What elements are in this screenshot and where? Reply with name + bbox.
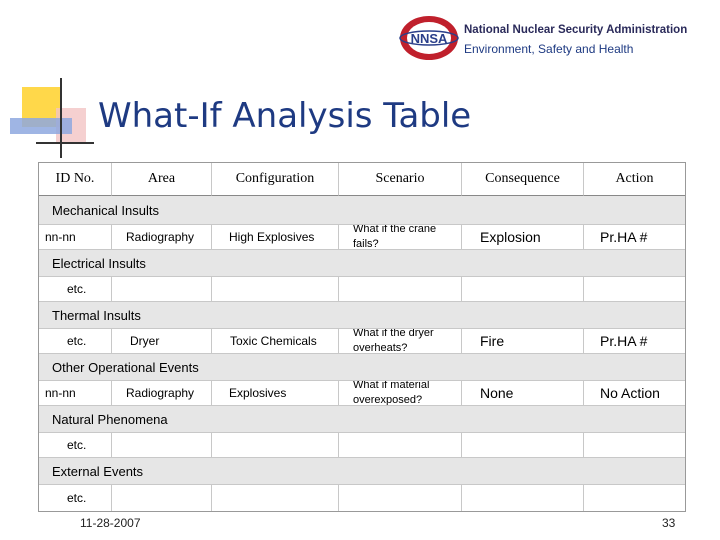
- table-header-row: [39, 163, 685, 196]
- cell-id: etc.: [39, 485, 112, 511]
- cell-consequence: [462, 485, 584, 511]
- cell-area: Radiography: [112, 225, 212, 250]
- logo-text: NNSA: [410, 31, 448, 46]
- cell-configuration: Explosives: [212, 381, 339, 406]
- nnsa-logo-icon: [398, 14, 460, 62]
- section-header: Electrical Insults: [39, 250, 685, 277]
- org-name: National Nuclear Security Administration: [464, 24, 688, 36]
- cell-action: Pr.HA #: [584, 329, 685, 354]
- cell-consequence: None: [462, 381, 584, 406]
- column-header-configuration: Configuration: [212, 163, 339, 196]
- cell-scenario: What if material overexposed?: [339, 381, 462, 406]
- cell-scenario: [339, 277, 462, 302]
- cell-area: [112, 277, 212, 302]
- cell-configuration: [212, 277, 339, 302]
- cell-area: Radiography: [112, 381, 212, 406]
- cell-scenario: [339, 485, 462, 511]
- column-header-id: ID No.: [39, 163, 112, 196]
- column-header-area: Area: [112, 163, 212, 196]
- cell-id: nn-nn: [39, 381, 112, 406]
- cell-configuration: [212, 433, 339, 458]
- cell-scenario: What if the crane fails?: [339, 225, 462, 250]
- cell-id: etc.: [39, 433, 112, 458]
- section-header: Other Operational Events: [39, 354, 685, 381]
- cell-id: nn-nn: [39, 225, 112, 250]
- org-subtitle: Environment, Safety and Health: [464, 42, 634, 56]
- cell-area: [112, 433, 212, 458]
- page-title: What-If Analysis Table: [98, 96, 472, 136]
- what-if-table: [38, 162, 686, 512]
- decor-blue-bar: [10, 118, 72, 134]
- table-row: [39, 485, 685, 511]
- footer-date: 11-28-2007: [80, 516, 141, 530]
- cell-action: [584, 485, 685, 511]
- decor-vertical-line: [60, 78, 62, 158]
- cell-consequence: [462, 277, 584, 302]
- decor-horizontal-line: [36, 142, 94, 144]
- cell-action: [584, 277, 685, 302]
- column-header-consequence: Consequence: [462, 163, 584, 196]
- cell-scenario: [339, 433, 462, 458]
- cell-consequence: Fire: [462, 329, 584, 354]
- section-header: Thermal Insults: [39, 302, 685, 329]
- cell-id: etc.: [39, 277, 112, 302]
- table-row: [39, 329, 685, 354]
- cell-configuration: [212, 485, 339, 511]
- table-row: [39, 225, 685, 250]
- section-header: Mechanical Insults: [39, 196, 685, 225]
- page-number: 33: [662, 516, 676, 530]
- cell-action: Pr.HA #: [584, 225, 685, 250]
- section-header: Natural Phenomena: [39, 406, 685, 433]
- cell-id: etc.: [39, 329, 112, 354]
- table-row: [39, 277, 685, 302]
- cell-action: [584, 433, 685, 458]
- table-row: [39, 433, 685, 458]
- section-header: External Events: [39, 458, 685, 485]
- table-row: [39, 381, 685, 406]
- column-header-scenario: Scenario: [339, 163, 462, 196]
- cell-scenario: What if the dryer overheats?: [339, 329, 462, 354]
- column-header-action: Action: [584, 163, 685, 196]
- cell-consequence: [462, 433, 584, 458]
- cell-area: Dryer: [112, 329, 212, 354]
- cell-consequence: Explosion: [462, 225, 584, 250]
- cell-configuration: Toxic Chemicals: [212, 329, 339, 354]
- cell-action: No Action: [584, 381, 685, 406]
- cell-area: [112, 485, 212, 511]
- cell-configuration: High Explosives: [212, 225, 339, 250]
